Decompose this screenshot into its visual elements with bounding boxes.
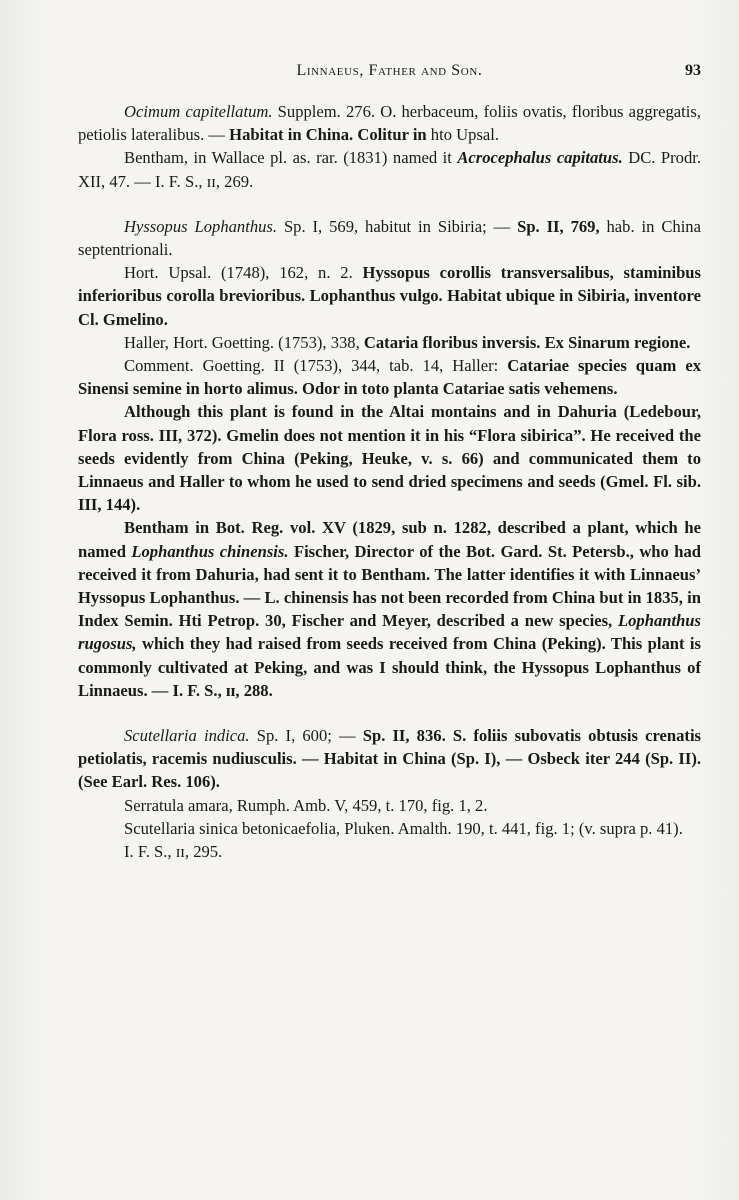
page-header (78, 62, 701, 88)
text-segment: Habitat in China. Colitur in (229, 125, 427, 145)
text-segment: Sp. II, 836. S. foliis subovatis obtusis crenatis petiolatis, racemis nudiusculis. — Habitat in China (Sp. I), — Osbeck iter 244 (Sp. II). (See Earl. Res. 106). (78, 726, 702, 792)
text-segment: Hyssopus Lophanthus. (124, 216, 278, 236)
text-segment: hab. in China septentrionali. (78, 216, 701, 260)
text-segment: Although this plant is found in the Altai montains and in Dahuria (Ledebour, Flora ross. III, 372). Gmelin does not mention it in his “Flora sibirica”. He received the seeds evidently from China (Peking, Heuke, v. s. 66) and communicated them to Linnaeus and Haller to whom he used to send dried specimens and seeds (Gmel. Fl. sib. III, 144). (78, 402, 701, 515)
body-paragraph (78, 354, 701, 400)
text-segment: Scutellaria indica. (124, 726, 250, 746)
entry-heading-paragraph (78, 724, 701, 794)
page-number: 93 (685, 62, 701, 79)
text-segment: DC. Prodr. XII, 47. — I. F. S., ɪɪ, 269. (78, 148, 702, 191)
text-segment: Acrocephalus capitatus. (457, 148, 623, 168)
text-segment: hto Upsal. (426, 125, 500, 145)
text-segment: Fischer, Director of the Bot. Gard. St. Petersb., who had received it from Dahuria, had sent it to Bentham. The latter identifies it with Linnaeus’ Hyssopus Lophanthus. — L. chinensis has not been recorded from China but in 1835, in Index Semin. Hti Petrop. 30, Fischer and Meyer, described a new species, (78, 541, 702, 631)
body-paragraph (78, 261, 701, 331)
text-segment: Scutellaria sinica betonicaefolia, Pluken. Amalth. 190, t. 441, fig. 1; (v. supra p. 41). (124, 818, 683, 838)
text-segment: Lophanthus chinensis. (131, 541, 289, 561)
text-segment: Serratula amara, Rumph. Amb. V, 459, t. 170, fig. 1, 2. (124, 795, 488, 815)
text-segment: I. F. S., ɪɪ, 295. (124, 842, 223, 862)
entry-heading-paragraph (78, 100, 701, 146)
body-paragraph (78, 331, 701, 354)
text-segment: Sp. I, 600; — (249, 726, 363, 746)
body-paragraph (78, 840, 701, 863)
text-segment: Supplem. 276. O. herbaceum, foliis ovatis, floribus aggregatis, petiolis lateralibus. — (78, 102, 701, 145)
text-segment: Comment. Goetting. II (1753), 344, tab. 14, Haller: (124, 356, 508, 376)
text-segment: Lophanthus rugosus, (78, 611, 701, 654)
running-title: Linnaeus, Father and Son. (296, 62, 483, 79)
body-paragraph (78, 400, 701, 516)
body-paragraph (78, 516, 701, 702)
text-segment: Bentham, in Wallace pl. as. rar. (1831) named it (124, 148, 458, 168)
text-segment: Ocimum capitellatum. (124, 102, 273, 121)
text-segment: Hyssopus corollis transversalibus, staminibus inferioribus corolla brevioribus. Lophanthus vulgo. Habitat ubique in Sibiria, inventore Cl. Gmelino. (78, 263, 701, 329)
text-segment: Cataria floribus inversis. Ex Sinarum regione. (363, 332, 691, 352)
page-body (78, 100, 701, 863)
text-segment: Hort. Upsal. (1748), 162, n. 2. (124, 263, 363, 283)
body-paragraph (78, 817, 701, 840)
text-segment: Sp. II, 769, (517, 216, 600, 236)
body-paragraph (78, 794, 701, 817)
body-paragraph (78, 146, 701, 192)
text-segment: Catariae species quam ex Sinensi semine in horto alimus. Odor in toto planta Catariae satis vehemens. (78, 356, 701, 399)
text-segment: Sp. I, 569, habitut in Sibiria; — (277, 216, 518, 236)
text-segment: Haller, Hort. Goetting. (1753), 338, (124, 332, 364, 352)
entry-heading-paragraph (78, 215, 701, 261)
text-segment: which they had raised from seeds received from China (Peking). This plant is commonly cultivated at Peking, and was I should think, the Hyssopus Lophanthus of Linnaeus. — I. F. S., ɪɪ, 288. (78, 634, 701, 700)
text-segment: Bentham in Bot. Reg. vol. XV (1829, sub n. 1282, described a plant, which he named (78, 518, 701, 561)
